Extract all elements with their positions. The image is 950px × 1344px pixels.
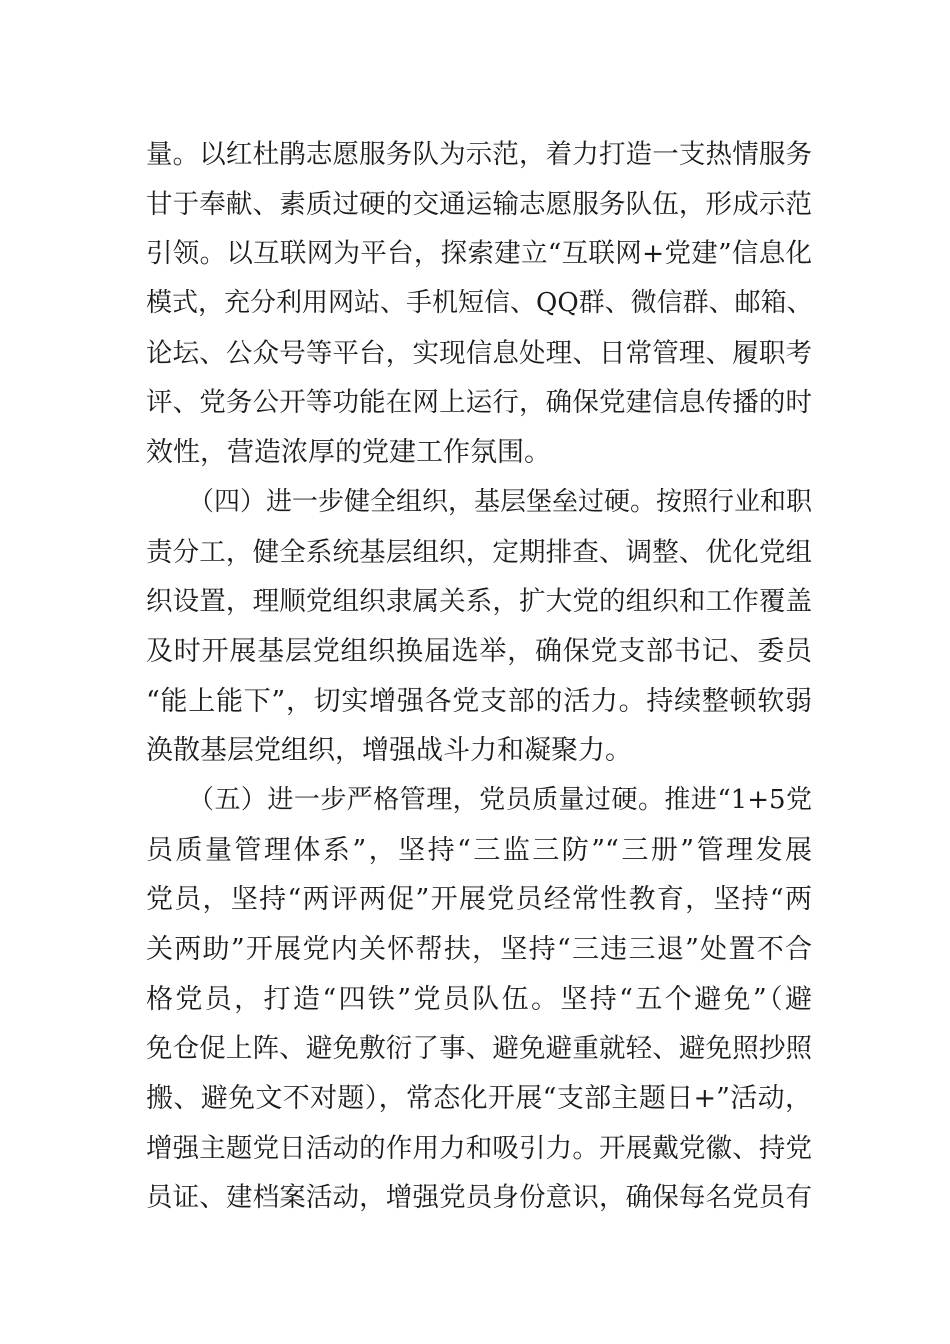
text-line: 增强主题党日活动的作用力和吸引力。开展戴党徽、持党 — [146, 1132, 812, 1164]
text-line: 党员，坚持“两评两促”开展党员经常性教育，坚持“两 — [146, 884, 812, 916]
text-line: 涣散基层党组织，增强战斗力和凝聚力。 — [146, 735, 632, 767]
text-line: 及时开展基层党组织换届选举，确保党支部书记、委员 — [146, 635, 812, 667]
text-line: 格党员，打造“四铁”党员队伍。坚持“五个避免”（避 — [146, 983, 812, 1015]
text-line: （五）进一步严格管理，党员质量过硬。推进“1+5党 — [188, 784, 812, 815]
text-line: 模式，充分利用网站、手机短信、QQ群、微信群、邮箱、 — [146, 288, 813, 319]
text-line: 评、党务公开等功能在网上运行，确保党建信息传播的时 — [146, 387, 812, 419]
text-line: 免仓促上阵、避免敷衍了事、避免避重就轻、避免照抄照 — [146, 1033, 812, 1065]
text-line: 关两助”开展党内关怀帮扶，坚持“三违三退”处置不合 — [146, 934, 812, 965]
text-line: 责分工，健全系统基层组织，定期排查、调整、优化党组 — [146, 536, 812, 568]
document-body — [146, 130, 812, 1223]
text-line: 搬、避免文不对题），常态化开展“支部主题日+”活动， — [146, 1083, 812, 1115]
text-line: 论坛、公众号等平台，实现信息处理、日常管理、履职考 — [146, 337, 812, 369]
text-line: 员质量管理体系”，坚持“三监三防”“三册”管理发展 — [146, 834, 812, 866]
text-line: 引领。以互联网为平台，探索建立“互联网+党建”信息化 — [146, 238, 812, 270]
text-line: “能上能下”，切实增强各党支部的活力。持续整顿软弱 — [146, 685, 812, 717]
text-line: 量。以红杜鹃志愿服务队为示范，着力打造一支热情服务 — [146, 139, 812, 170]
text-line: 效性，营造浓厚的党建工作氛围。 — [146, 437, 551, 469]
text-line: 甘于奉献、素质过硬的交通运输志愿服务队伍，形成示范 — [146, 188, 812, 220]
text-line: （四）进一步健全组织，基层堡垒过硬。按照行业和职 — [188, 486, 813, 517]
text-line: 员证、建档案活动，增强党员身份意识，确保每名党员有 — [146, 1182, 812, 1214]
text-line: 织设置，理顺党组织隶属关系，扩大党的组织和工作覆盖 — [146, 586, 812, 618]
